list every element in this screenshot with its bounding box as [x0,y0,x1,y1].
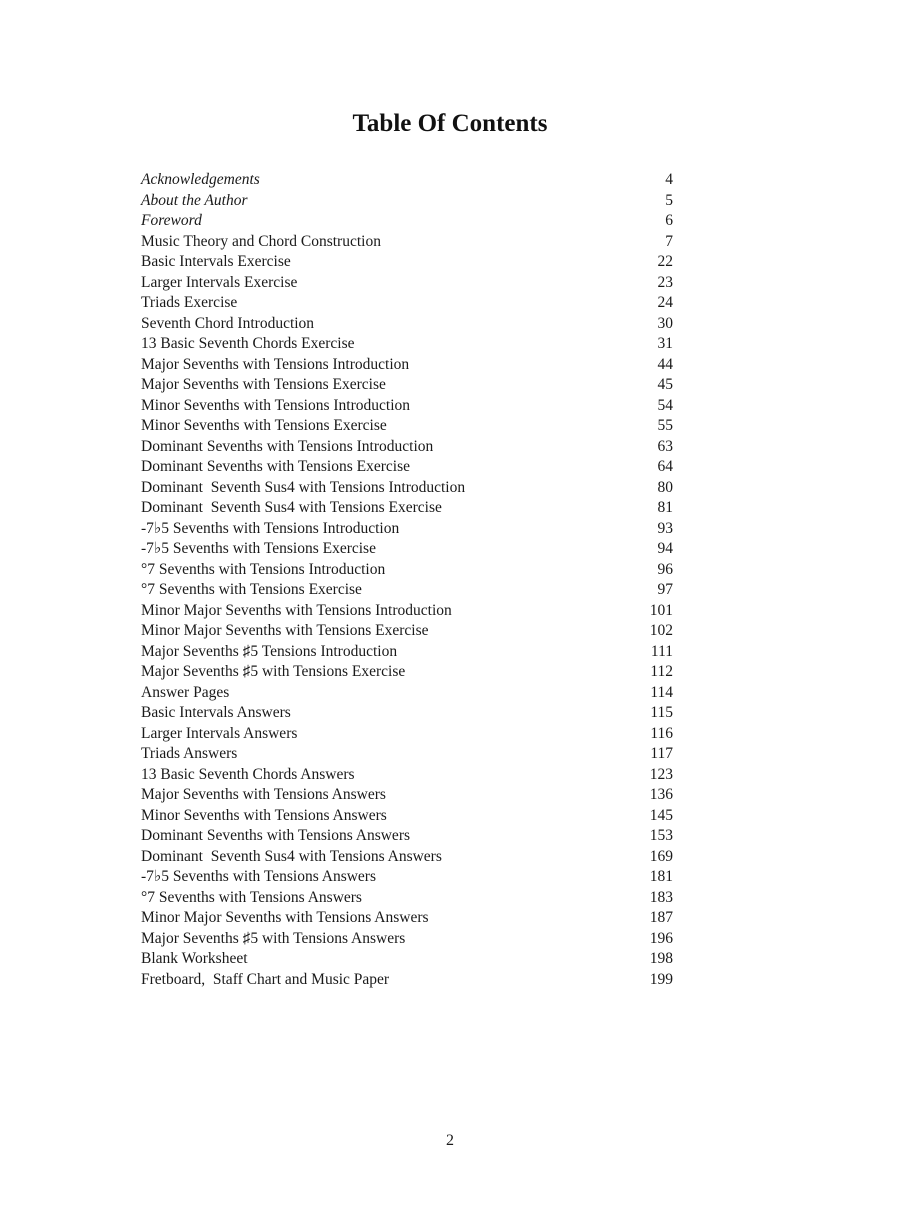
toc-entry [141,211,673,232]
toc-entry-title: Foreword [141,212,202,229]
toc-entry-page-number: 116 [650,724,673,742]
toc-entry-title: -7♭5 Sevenths with Tensions Introduction [141,519,400,537]
toc-entry [141,273,673,294]
toc-entry [141,621,673,642]
toc-entry-title: Major Sevenths ♯5 Tensions Introduction [141,642,398,660]
toc-entry-title: Larger Intervals Answers [141,724,298,742]
toc-entry [141,929,673,950]
toc-entry-page-number: 117 [650,745,673,762]
toc-entry-title: -7♭5 Sevenths with Tensions Answers [141,868,376,885]
toc-entry-page-number: 31 [657,335,673,352]
toc-entry-title: Acknowledgements [141,171,260,188]
toc-entry-page-number: 30 [657,314,673,332]
toc-entry-title: Music Theory and Chord Construction [141,232,381,250]
toc-entry-title: Minor Sevenths with Tensions Answers [141,806,387,824]
toc-entry [141,355,673,376]
toc-entry [141,785,673,806]
toc-entry-title: Larger Intervals Exercise [141,273,298,291]
toc-entry [141,334,673,355]
toc-entry-title: Dominant Sevenths with Tensions Exercise [141,458,410,475]
toc-entry-title: Blank Worksheet [141,950,248,967]
toc-entry-title: Minor Sevenths with Tensions Exercise [141,417,387,434]
toc-entry-page-number: 199 [649,970,673,988]
toc-entry-page-number: 54 [657,396,673,414]
toc-entry [141,416,673,437]
toc-entry-title: Dominant Seventh Sus4 with Tensions Answers [141,847,442,865]
toc-entry-title: Seventh Chord Introduction [141,314,315,332]
toc-entry-title: Dominant Seventh Sus4 with Tensions Introduction [141,478,466,496]
toc-entry-title: 13 Basic Seventh Chords Exercise [141,335,355,352]
toc-entry-page-number: 196 [649,929,673,947]
toc-entry-page-number: 96 [657,560,673,578]
toc-entry [141,970,673,991]
toc-entry-page-number: 187 [649,909,673,926]
toc-entry [141,744,673,765]
toc-entry-page-number: 115 [650,704,673,721]
toc-entry-title: Dominant Sevenths with Tensions Introduction [141,437,434,455]
toc-entry-page-number: 112 [650,663,673,680]
toc-entry-title: °7 Sevenths with Tensions Exercise [141,581,362,598]
toc-entry-page-number: 94 [657,540,673,557]
toc-entry-page-number: 97 [657,581,673,598]
toc-entry [141,252,673,273]
toc-entry [141,232,673,253]
toc-entry [141,314,673,335]
toc-entry [141,560,673,581]
toc-entry-title: -7♭5 Sevenths with Tensions Exercise [141,540,376,557]
toc-entry-title: Dominant Sevenths with Tensions Answers [141,827,411,844]
toc-entry-page-number: 22 [657,253,673,270]
toc-entry [141,642,673,663]
toc-entry [141,498,673,519]
toc-entry-page-number: 181 [649,868,673,885]
toc-entry-title: Dominant Seventh Sus4 with Tensions Exercise [141,499,442,516]
toc-entry-page-number: 23 [657,273,673,291]
toc-entry-page-number: 64 [657,458,673,475]
toc-entry [141,396,673,417]
toc-entry-page-number: 136 [649,786,673,803]
toc-entry-title: Basic Intervals Answers [141,704,291,721]
toc-entry-page-number: 5 [665,191,673,209]
toc-entry-page-number: 102 [649,622,673,639]
toc-entry [141,662,673,683]
toc-entry [141,703,673,724]
toc-entry [141,806,673,827]
toc-entry-page-number: 24 [657,294,673,311]
toc-entry [141,683,673,704]
toc-entry-page-number: 198 [649,950,673,967]
toc-entry [141,437,673,458]
toc-entry-page-number: 7 [665,232,673,250]
toc-entry-title: Fretboard, Staff Chart and Music Paper [141,970,390,988]
toc-entry [141,580,673,601]
toc-entry [141,519,673,540]
toc-entry [141,867,673,888]
toc-entry-title: °7 Sevenths with Tensions Answers [141,888,362,906]
toc-entry [141,724,673,745]
toc-entry [141,375,673,396]
toc-entry-page-number: 145 [649,806,673,824]
toc-entry-title: Answer Pages [141,683,230,701]
toc-entry-page-number: 45 [657,376,673,393]
toc-entry [141,888,673,909]
toc-entry-title: Major Sevenths with Tensions Introduction [141,355,410,373]
toc-entry-page-number: 80 [657,478,673,496]
toc-entry-page-number: 169 [649,847,673,865]
toc-entry-page-number: 4 [665,171,673,188]
toc-entry [141,293,673,314]
toc-entry-title: 13 Basic Seventh Chords Answers [141,765,355,783]
toc-entry [141,170,673,191]
toc-entry-page-number: 63 [657,437,673,455]
toc-entry-title: Triads Answers [141,745,238,762]
toc-entry-page-number: 6 [665,212,673,229]
toc-entry [141,539,673,560]
toc-entry-title: Major Sevenths ♯5 with Tensions Exercise [141,663,406,680]
toc-entry [141,765,673,786]
page-number: 2 [446,1132,454,1149]
toc-entry-title: Minor Sevenths with Tensions Introduction [141,396,411,414]
toc-entry-page-number: 81 [657,499,673,516]
toc-entry [141,478,673,499]
toc-entry-title: Major Sevenths with Tensions Answers [141,786,386,803]
toc-entry-page-number: 111 [650,642,673,660]
toc-entry [141,847,673,868]
page-title: Table Of Contents [352,109,548,137]
toc-entry-title: Minor Major Sevenths with Tensions Answers [141,909,429,926]
toc-entry-page-number: 183 [649,888,673,906]
toc-entry-page-number: 93 [657,519,673,537]
toc-entry [141,949,673,970]
toc-entry-page-number: 101 [649,601,673,619]
toc-entry-title: °7 Sevenths with Tensions Introduction [141,560,386,578]
toc-entry-page-number: 114 [650,683,673,701]
toc-entry [141,908,673,929]
toc-entry-page-number: 123 [649,765,673,783]
toc-entry-title: Major Sevenths with Tensions Exercise [141,376,386,393]
toc-entry-title: Triads Exercise [141,294,238,311]
toc-entry-title: Basic Intervals Exercise [141,253,291,270]
toc-entry [141,826,673,847]
toc-entry-title: Minor Major Sevenths with Tensions Introduction [141,601,452,619]
toc-entry-title: Minor Major Sevenths with Tensions Exercise [141,622,429,639]
toc-entry [141,601,673,622]
toc-entry [141,457,673,478]
toc-entry-page-number: 44 [657,355,673,373]
table-of-contents [141,170,673,990]
toc-entry [141,191,673,212]
toc-entry-title: Major Sevenths ♯5 with Tensions Answers [141,929,406,947]
toc-entry-title: About the Author [141,191,248,209]
toc-entry-page-number: 55 [657,417,673,434]
toc-entry-page-number: 153 [649,827,673,844]
